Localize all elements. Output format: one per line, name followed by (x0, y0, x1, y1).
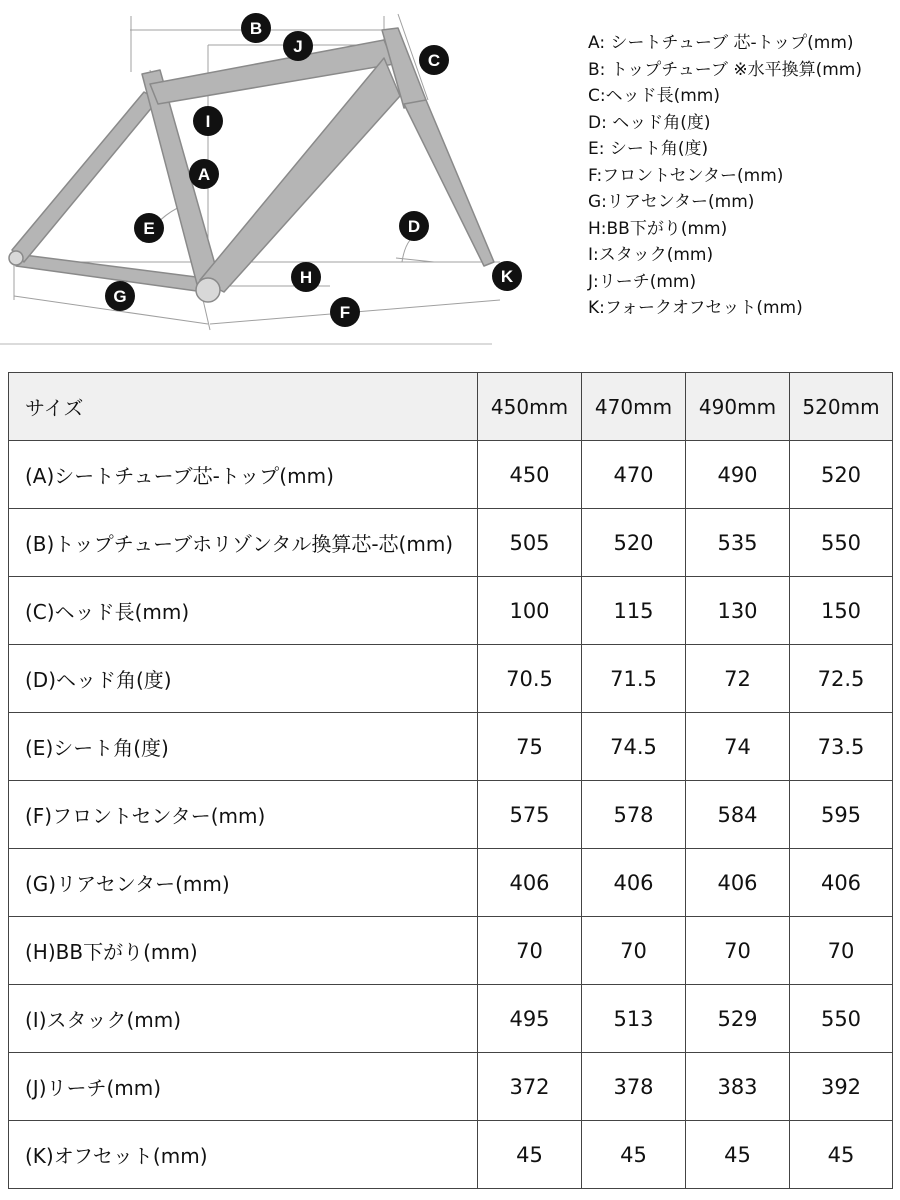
row-value: 378 (582, 1053, 686, 1121)
row-value: 520 (790, 441, 893, 509)
row-value: 406 (790, 849, 893, 917)
row-label: (C)ヘッド長(mm) (9, 577, 478, 645)
row-value: 575 (478, 781, 582, 849)
table-row (9, 1053, 893, 1121)
row-label: (D)ヘッド角(度) (9, 645, 478, 713)
row-value: 45 (790, 1121, 893, 1189)
svg-text:E: E (143, 219, 155, 238)
row-label: (J)リーチ(mm) (9, 1053, 478, 1121)
svg-text:I: I (205, 112, 211, 131)
row-value: 45 (686, 1121, 790, 1189)
row-value: 406 (478, 849, 582, 917)
header-size-label: サイズ (9, 373, 478, 441)
legend-item-C: C:ヘッド長(mm) (588, 86, 720, 106)
table-row (9, 441, 893, 509)
table-body (9, 441, 893, 1189)
table-row (9, 713, 893, 781)
marker-B (241, 13, 271, 43)
svg-text:J: J (293, 37, 303, 56)
legend-item-K: K:フォークオフセット(mm) (588, 298, 803, 318)
row-value: 70.5 (478, 645, 582, 713)
legend-item-B: B: トップチューブ ※水平換算(mm) (588, 59, 862, 80)
svg-text:B: B (249, 19, 263, 38)
header-size-520: 520mm (790, 373, 893, 441)
row-value: 406 (582, 849, 686, 917)
row-value: 70 (686, 917, 790, 985)
frame-geometry-diagram (0, 0, 560, 360)
marker-K (492, 261, 522, 291)
row-value: 73.5 (790, 713, 893, 781)
row-value: 550 (790, 985, 893, 1053)
legend-item-I: I:スタック(mm) (588, 245, 714, 265)
row-value: 150 (790, 577, 893, 645)
header-size-490: 490mm (686, 373, 790, 441)
header-size-450: 450mm (478, 373, 582, 441)
row-value: 100 (478, 577, 582, 645)
row-value: 75 (478, 713, 582, 781)
row-value: 383 (686, 1053, 790, 1121)
row-value: 115 (582, 577, 686, 645)
row-label: (F)フロントセンター(mm) (9, 781, 478, 849)
row-value: 550 (790, 509, 893, 577)
legend-item-F: F:フロントセンター(mm) (588, 165, 784, 186)
table-row (9, 645, 893, 713)
row-value: 490 (686, 441, 790, 509)
svg-text:D: D (407, 217, 421, 236)
marker-J (283, 31, 313, 61)
row-value: 71.5 (582, 645, 686, 713)
legend-item-H: H:BB下がり(mm) (588, 218, 728, 239)
row-value: 130 (686, 577, 790, 645)
svg-text:C: C (427, 51, 441, 70)
row-value: 392 (790, 1053, 893, 1121)
row-value: 70 (478, 917, 582, 985)
legend-item-A: A: シートチューブ 芯-トップ(mm) (588, 33, 854, 53)
table-row (9, 509, 893, 577)
marker-H (291, 262, 321, 292)
marker-G (105, 281, 135, 311)
row-value: 520 (582, 509, 686, 577)
svg-text:F: F (339, 303, 351, 322)
row-value: 535 (686, 509, 790, 577)
table-row (9, 781, 893, 849)
header-size-470: 470mm (582, 373, 686, 441)
row-value: 495 (478, 985, 582, 1053)
marker-C (419, 45, 449, 75)
svg-text:K: K (500, 267, 514, 286)
row-label: (I)スタック(mm) (9, 985, 478, 1053)
geometry-spec-table (8, 372, 893, 1189)
row-value: 578 (582, 781, 686, 849)
legend-item-G: G:リアセンター(mm) (588, 192, 755, 212)
geometry-legend (588, 30, 898, 322)
row-value: 584 (686, 781, 790, 849)
row-value: 513 (582, 985, 686, 1053)
table-header-row (9, 373, 893, 441)
row-label: (A)シートチューブ芯-トップ(mm) (9, 441, 478, 509)
row-label: (G)リアセンター(mm) (9, 849, 478, 917)
row-value: 70 (790, 917, 893, 985)
row-value: 72 (686, 645, 790, 713)
row-value: 529 (686, 985, 790, 1053)
row-value: 505 (478, 509, 582, 577)
row-value: 450 (478, 441, 582, 509)
table-row (9, 849, 893, 917)
row-label: (E)シート角(度) (9, 713, 478, 781)
table-row (9, 577, 893, 645)
row-value: 72.5 (790, 645, 893, 713)
row-label: (B)トップチューブホリゾンタル換算芯-芯(mm) (9, 509, 478, 577)
table-row (9, 985, 893, 1053)
marker-I (193, 106, 223, 136)
marker-F (330, 297, 360, 327)
row-value: 470 (582, 441, 686, 509)
row-label: (K)オフセット(mm) (9, 1121, 478, 1189)
row-value: 45 (582, 1121, 686, 1189)
legend-item-J: J:リーチ(mm) (588, 271, 697, 292)
row-value: 70 (582, 917, 686, 985)
row-value: 74 (686, 713, 790, 781)
row-value: 595 (790, 781, 893, 849)
row-value: 74.5 (582, 713, 686, 781)
marker-D (399, 211, 429, 241)
legend-item-D: D: ヘッド角(度) (588, 112, 711, 133)
legend-item-E: E: シート角(度) (588, 139, 709, 159)
marker-A (189, 159, 219, 189)
marker-E (134, 213, 164, 243)
row-value: 372 (478, 1053, 582, 1121)
svg-text:H: H (299, 268, 313, 287)
svg-text:G: G (113, 287, 127, 306)
table-row (9, 1121, 893, 1189)
svg-text:A: A (197, 165, 211, 184)
table-row (9, 917, 893, 985)
row-label: (H)BB下がり(mm) (9, 917, 478, 985)
row-value: 45 (478, 1121, 582, 1189)
row-value: 406 (686, 849, 790, 917)
